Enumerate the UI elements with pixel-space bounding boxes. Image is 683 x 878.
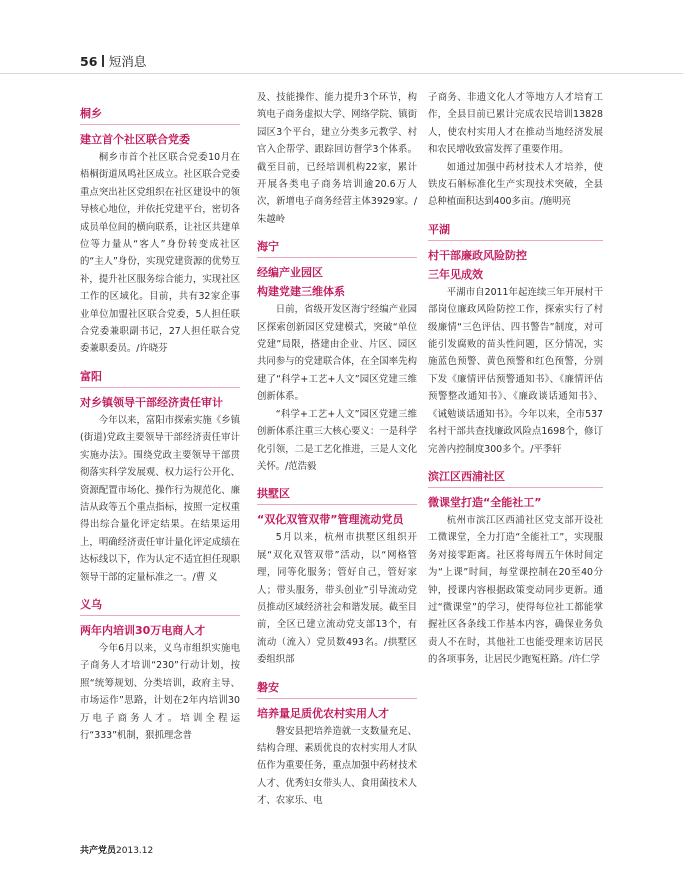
region-rule xyxy=(80,615,240,616)
title-panan: 培养量足质优农村实用人才 xyxy=(257,706,389,720)
title-pinghu-line2: 三年见成效 xyxy=(428,267,483,281)
body-panan-part1: 磐安县把培养造就一支数量充足、结构合理、素质优良的农村实用人才队伍作为重要任务，重点加强中药材技术人才、优秀妇女带头人、食用菌技术人才、农家乐、电 xyxy=(257,725,417,807)
region-rule xyxy=(428,487,603,488)
section-name: 短消息 xyxy=(108,54,147,69)
header-divider xyxy=(102,55,104,67)
body-haining-1: 日前，省级开发区海宁经编产业园区探索创新园区党建模式，突破“单位党建”局限，搭建由企业、片区、园区共同参与的党建联合体，在全国率先构建了“科学+工艺+人文”园区党建三维创新体系。 xyxy=(257,304,417,403)
region-yiwu: 义乌 xyxy=(80,597,102,611)
title-haining-line2: 构建党建三维体系 xyxy=(257,285,345,299)
body-yiwu-part1: 今年6月以来，义乌市组织实施电子商务人才培训“230”行动计划，按照“统筹规划、分类培训，政府主导、市场运作”思路，计划在2年内培训30万电子商务人才。培训全程运行“333”机制，狠抓理念普 xyxy=(80,642,240,741)
body-gongshu: 5月以来，杭州市拱墅区组织开展“双化双管双带”活动，以“网格管理，同等化服务；管好自己，管好家人；带头服务，带头创业”引导流动党员推动区域经济社会和谐发展。截至目前，全区已建立流动党支部13个，有流动（流入）党员数493名。/拱墅区委组织部 xyxy=(257,532,417,666)
body-pinghu: 平湖市自2011年起连续三年开展村干部岗位廉政风险防控工作，探索实行了村级廉情“三色评估、四书警告”制度，对可能引发腐败的苗头性问题，区分情况，实施蓝色预警、黄色预警和红色预警，分别下发《廉情评估预警通知书》、《廉情评估预警整改通知书》、《廉政谈话通知书》、《诫勉谈话通知书》。今年以来，全市537名村干部共查找廉政风险点1698个，修订完善内控制度300多个。/平季轩 xyxy=(428,286,603,455)
body-tongxiang: 桐乡市首个社区联合党委10月在梧桐街道凤鸣社区成立。社区联合党委重点突出社区党组织在社区建设中的领导核心地位，并依托党建平台，密切各成员单位间的横向联系，让社区共建单位等力量从“客人”身份转变成社区的“主人”身份，实现党建资源的优势互补，提升社区服务综合能力，实现社区工作的区域化。目前，共有32家企事业单位加盟社区联合党委，5人担任联合党委兼职副书记，27人担任联合党委兼职委员。/许晓芬 xyxy=(80,152,240,355)
region-rule xyxy=(80,387,240,388)
region-rule xyxy=(257,257,417,258)
magazine-logo: 共产党员 xyxy=(80,846,117,856)
title-binjiang: 微课堂打造“全能社工” xyxy=(428,495,542,509)
column-1 xyxy=(80,106,240,744)
region-binjiang: 滨江区西浦社区 xyxy=(428,469,505,483)
body-binjiang: 杭州市滨江区西浦社区党支部开设社工微课堂，全力打造“全能社工”，实现服务对接零距离。社区将每周五午休时间定为“上课”时间，每堂课控制在20至40分钟，授课内容根据政策变动同步更新。通过“微课堂”的学习，使得每位社工都能掌握社区各条线工作基本内容，确保业务负责人不在时，其他社工也能受理来访居民的各项事务，让居民少跑冤枉路。/许仁学 xyxy=(428,514,603,666)
title-gongshu: “双化双管双带”管理流动党员 xyxy=(257,513,404,527)
page-header xyxy=(80,52,146,70)
region-tongxiang: 桐乡 xyxy=(80,107,102,120)
body-panan-2: 如通过加强中药材技术人才培养，使铁皮石斛标准化生产实现技术突破，全县总种植面积达到400多亩。/施明亮 xyxy=(428,161,603,208)
title-pinghu-line1: 村干部廉政风险防控 xyxy=(428,248,527,262)
region-rule xyxy=(257,504,417,505)
region-panan: 磐安 xyxy=(257,680,279,694)
body-panan-part2: 子商务、非遗文化人才等地方人才培育工作，全县目前已累计完成农民培训13828人，使农村实用人才在推动当地经济发展和农民增收致富发挥了重要作用。 xyxy=(428,92,603,156)
title-yiwu: 两年内培训30万电商人才 xyxy=(80,623,206,637)
body-haining-2: “科学+工艺+人文”园区党建三维创新体系注重三大核心要义：一是科学化引领，二是工艺化推进，三是人文化关怀。/范浩毅 xyxy=(257,408,417,472)
title-haining-line1: 经编产业园区 xyxy=(257,266,323,280)
column-2 xyxy=(257,89,417,810)
title-tongxiang: 建立首个社区联合党委 xyxy=(80,133,190,146)
issue-number: 2013.12 xyxy=(116,846,154,856)
region-rule xyxy=(257,698,417,699)
body-yiwu-part2: 及、技能操作、能力提升3个环节，构筑电子商务虚拟大学、网络学院、镇街园区3个平台，建立分类多元教学、村官入企帮学、跟踪回访督学3个体系。截至目前，已经培训机构22家，累计开展各类电子商务培训逾20.6万人次，新增电子商务经营主体3929家。/朱越岭 xyxy=(257,92,417,225)
region-gongshu: 拱墅区 xyxy=(257,487,290,501)
page-number: 56 xyxy=(80,54,98,69)
region-haining: 海宁 xyxy=(257,240,279,254)
title-fuyang: 对乡镇领导干部经济责任审计 xyxy=(80,395,223,409)
header-rule xyxy=(0,73,683,74)
region-rule xyxy=(80,124,240,125)
region-fuyang: 富阳 xyxy=(80,369,102,383)
region-rule xyxy=(428,240,603,241)
page-footer xyxy=(80,843,153,856)
region-pinghu: 平湖 xyxy=(428,222,450,236)
body-fuyang: 今年以来，富阳市探索实施《乡镇(街道)党政主要领导干部经济责任审计实施办法》。围绕党政主要领导干部贯彻落实科学发展观、权力运行公开化、资源配置市场化、操作行为规范化、廉洁从政等五个重点指标，按照一定权重得出综合量化评定结果。在结果运用上，明确经济责任审计量化评定成绩在达标线以下，作为认定不适宜担任现职领导干部的定量标准之一。/曹 义 xyxy=(80,414,240,583)
column-3 xyxy=(428,89,603,669)
